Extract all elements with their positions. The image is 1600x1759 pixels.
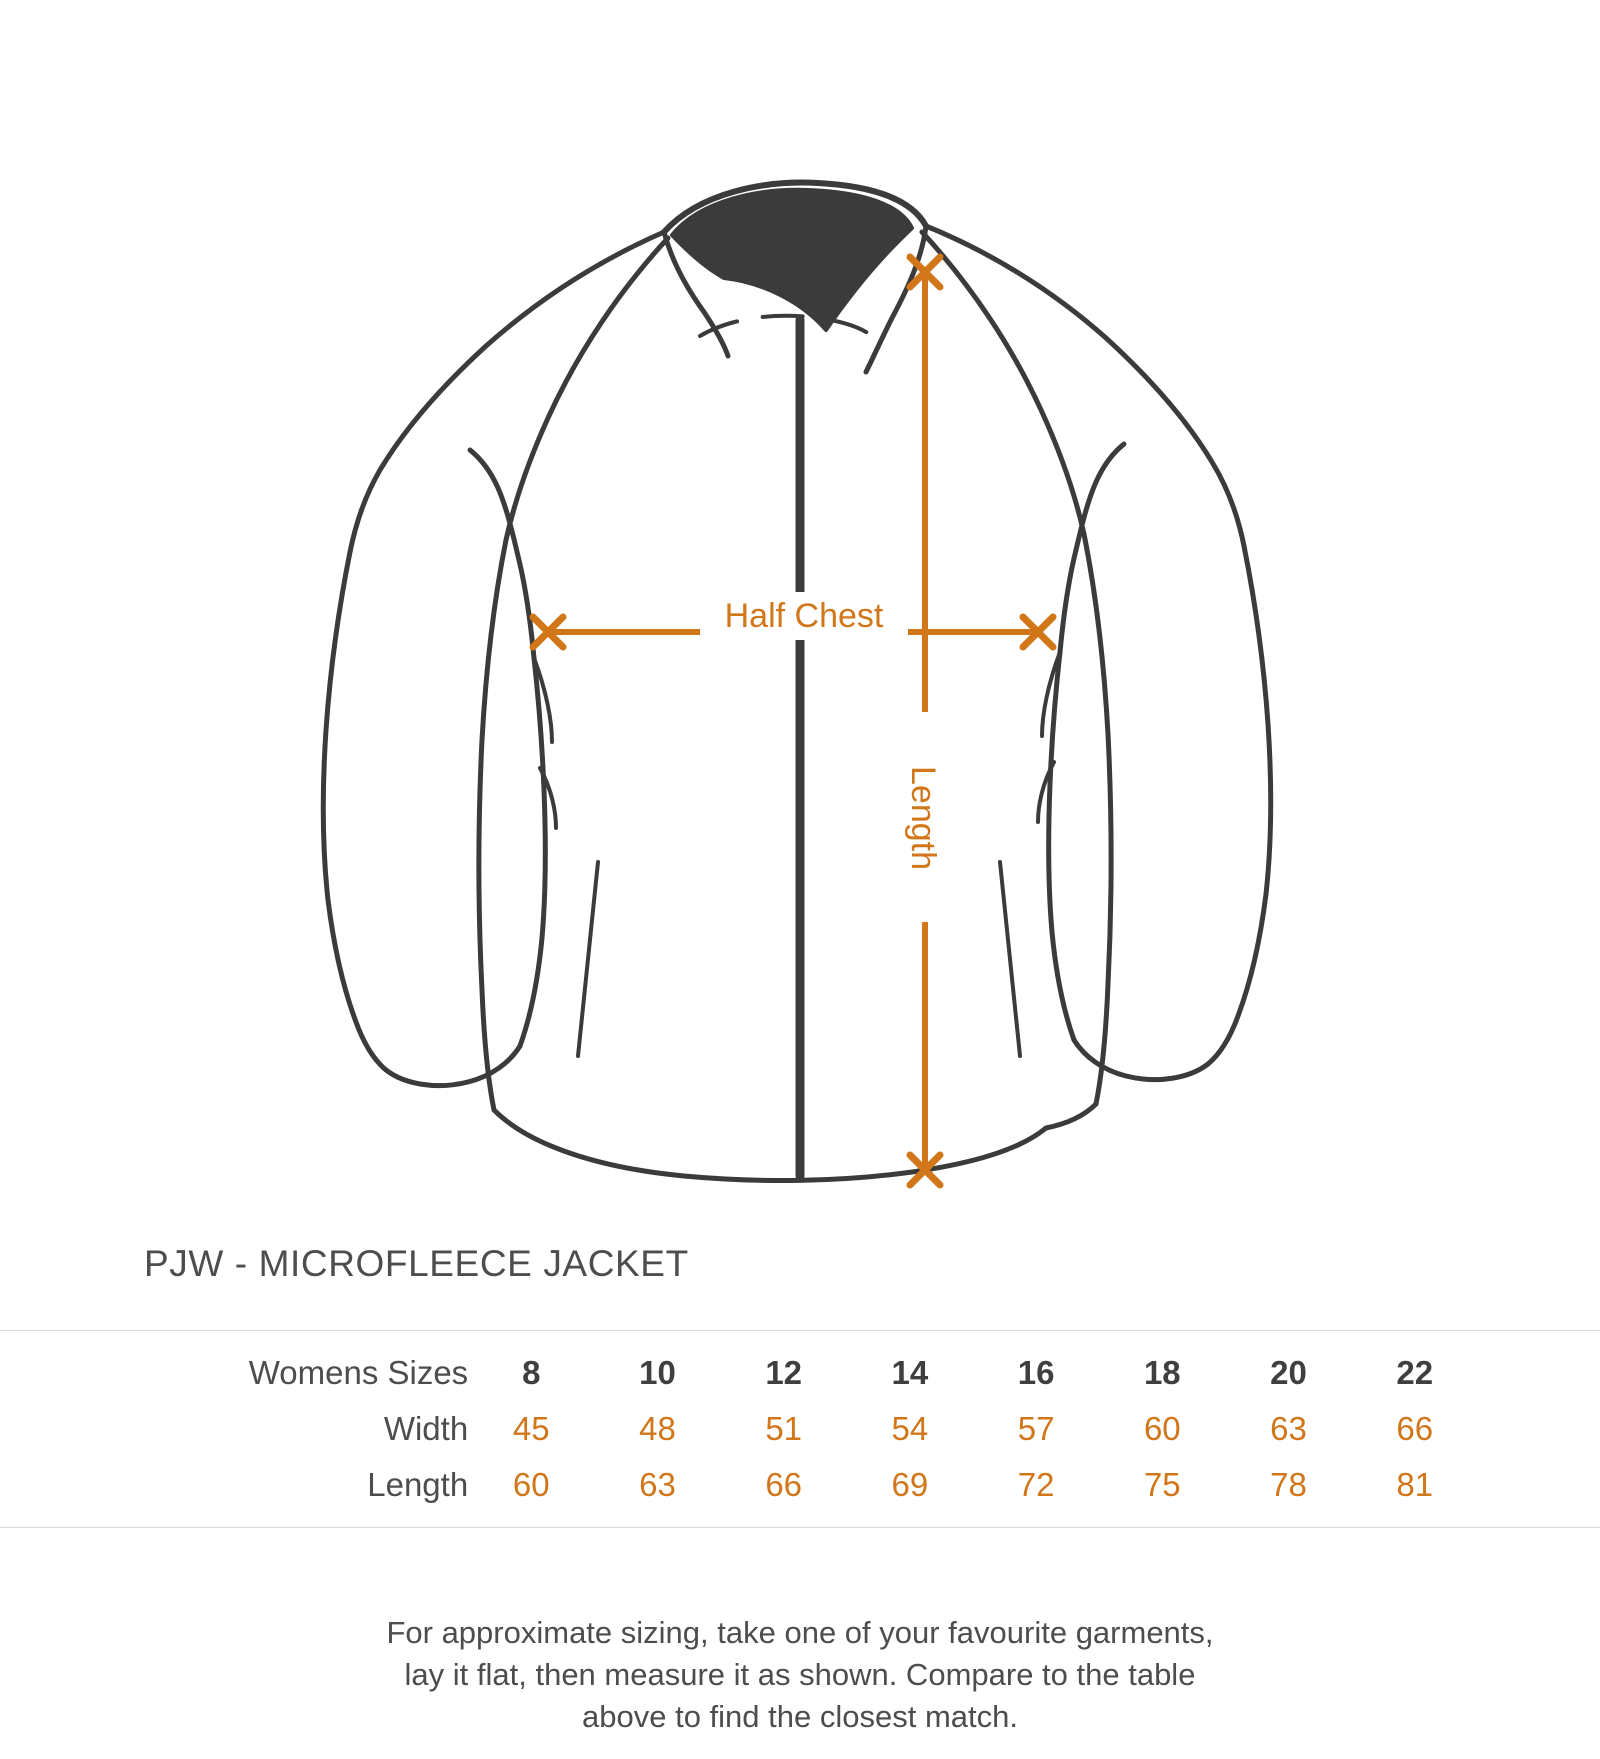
size-header-cell: 8 [522, 1354, 541, 1391]
table-header-label: Womens Sizes [248, 1354, 469, 1391]
table-row [0, 1401, 1600, 1457]
size-table [0, 1330, 1600, 1528]
length-cell: 81 [1396, 1466, 1434, 1503]
width-cell: 45 [512, 1410, 550, 1447]
size-header-cell: 14 [891, 1354, 929, 1391]
size-header-cell: 20 [1270, 1354, 1307, 1391]
table-spacer [1478, 1401, 1600, 1457]
length-cell: 63 [639, 1466, 676, 1503]
size-header-cell: 22 [1396, 1354, 1434, 1391]
width-cell: 48 [639, 1410, 676, 1447]
instruction-line-2: lay it flat, then measure it as shown. Compare to the table [404, 1657, 1196, 1692]
length-cell: 72 [1017, 1466, 1055, 1503]
width-cell: 54 [891, 1410, 929, 1447]
length-label: Length [904, 766, 942, 870]
size-header-cell: 18 [1143, 1354, 1181, 1391]
row-label-width: Width [383, 1410, 469, 1447]
product-title: PJW - MICROFLEECE JACKET [144, 1243, 689, 1284]
length-cell: 69 [891, 1466, 929, 1503]
instruction-line-1: For approximate sizing, take one of your favourite garments, [386, 1615, 1214, 1650]
width-cell: 60 [1143, 1410, 1181, 1447]
width-cell: 51 [765, 1410, 803, 1447]
length-cell: 78 [1270, 1466, 1307, 1503]
table-row [0, 1457, 1600, 1528]
table-header-row [0, 1331, 1600, 1402]
size-header-cell: 16 [1017, 1354, 1055, 1391]
width-cell: 63 [1270, 1410, 1307, 1447]
size-table-wrapper [0, 1330, 1600, 1528]
table-spacer [1478, 1457, 1600, 1528]
length-cell: 75 [1143, 1466, 1181, 1503]
width-cell: 57 [1017, 1410, 1055, 1447]
table-spacer [1478, 1331, 1600, 1402]
length-cell: 60 [512, 1466, 550, 1503]
instruction-line-3: above to find the closest match. [582, 1699, 1018, 1734]
length-cell: 66 [765, 1466, 803, 1503]
width-cell: 66 [1396, 1410, 1434, 1447]
size-header-cell: 10 [639, 1354, 676, 1391]
row-label-length: Length [367, 1466, 469, 1503]
sizing-instructions [0, 1612, 1600, 1738]
half-chest-label: Half Chest [724, 597, 884, 635]
size-header-cell: 12 [765, 1354, 803, 1391]
